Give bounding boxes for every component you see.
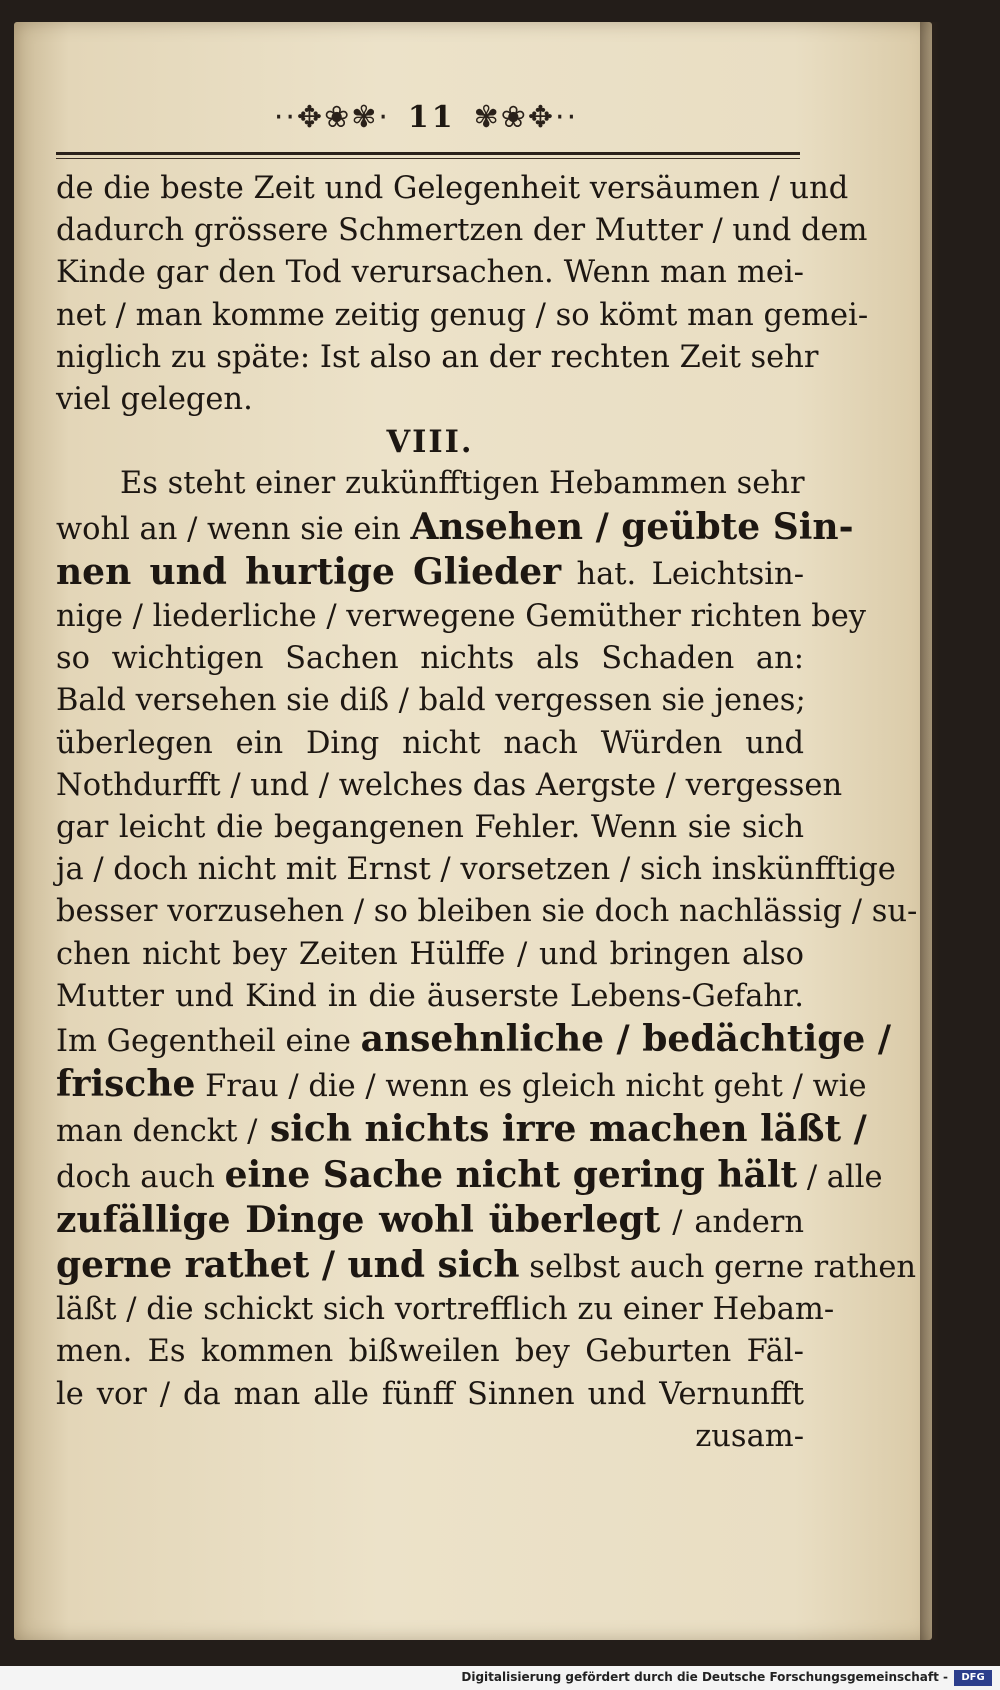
text-span: Frau / die / wenn es gleich nicht geht / wie <box>195 1069 867 1105</box>
text-line: überlegen ein Ding nicht nach Würden und <box>56 725 804 761</box>
text-line <box>56 551 804 596</box>
text-line <box>56 1108 867 1153</box>
text-line <box>56 1244 917 1289</box>
digitization-footer <box>0 1666 1000 1690</box>
emphasis-span: sich nichts irre machen läßt / <box>257 1108 867 1151</box>
page-header <box>56 92 796 142</box>
emphasis-span: gerne rathet / und sich <box>56 1244 520 1287</box>
text-span: Im Gegentheil eine <box>56 1024 361 1060</box>
text-line: so wichtigen Sachen nichts als Schaden an: <box>56 641 804 677</box>
page-edge-shadow <box>920 22 940 1640</box>
page-number: 11 <box>407 99 456 135</box>
text-line: dadurch grössere Schmertzen der Mutter / und dem <box>56 213 868 249</box>
emphasis-span: zufällige Dinge wohl überlegt <box>56 1198 661 1241</box>
section-heading: VIII. <box>386 424 474 461</box>
text-span: wohl an / wenn sie ein <box>56 511 411 547</box>
emphasis-span: Ansehen / geübte Sin- <box>410 505 854 548</box>
text-span: hat. Leichtsin- <box>561 556 804 592</box>
emphasis-span: nen und hurtige Glieder <box>56 550 562 593</box>
text-line: men. Es kommen bißweilen bey Geburten Fäl- <box>56 1334 804 1370</box>
text-span: man denckt / <box>56 1114 258 1150</box>
body-text <box>56 168 918 1458</box>
ornament-left-icon: ··✥❀✾· <box>273 99 390 135</box>
text-span: doch auch <box>56 1159 225 1195</box>
text-line <box>56 1153 883 1199</box>
text-line: Mutter und Kind in die äuserste Lebens-Gefahr. <box>56 978 804 1014</box>
text-line: le vor / da man alle fünff Sinnen und Vernunfft <box>56 1376 804 1412</box>
text-line: Bald versehen sie diß / bald vergessen sie jenes; <box>56 683 806 719</box>
emphasis-span: eine Sache nicht gering hält <box>224 1153 798 1196</box>
text-line: net / man komme zeitig genug / so kömt man gemei- <box>56 297 869 333</box>
catchword: zusam- <box>695 1418 804 1454</box>
dfg-logo-icon: DFG <box>954 1670 992 1686</box>
text-line: chen nicht bey Zeiten Hülffe / und bringen also <box>56 936 804 972</box>
text-line: Nothdurfft / und / welches das Aergste / vergessen <box>56 767 843 803</box>
text-span: selbst auch gerne rathen <box>519 1250 917 1286</box>
text-span: / alle <box>797 1159 883 1195</box>
text-line: nige / liederliche / verwegene Gemüther richten bey <box>56 599 866 635</box>
text-line: Es steht einer zukünfftigen Hebammen sehr <box>120 466 805 502</box>
text-line: läßt / die schickt sich vortrefflich zu einer Hebam- <box>56 1292 835 1328</box>
text-line <box>56 1063 867 1108</box>
text-line <box>56 1199 804 1244</box>
text-line <box>56 1018 891 1063</box>
header-rule <box>56 152 800 155</box>
text-line: niglich zu späte: Ist also an der rechten Zeit sehr <box>56 339 819 375</box>
text-line: besser vorzusehen / so bleiben sie doch nachlässig / su- <box>56 894 918 930</box>
text-line: Kinde gar den Tod verursachen. Wenn man mei- <box>56 255 804 291</box>
text-line: viel gelegen. <box>56 382 253 418</box>
emphasis-span: frische <box>56 1063 196 1106</box>
ornament-right-icon: ✾❀✥·· <box>473 99 579 135</box>
text-line: gar leicht die begangenen Fehler. Wenn sie sich <box>56 810 804 846</box>
text-line <box>56 505 854 551</box>
footer-credit: Digitalisierung gefördert durch die Deutsche Forschungsgemeinschaft - <box>461 1670 948 1684</box>
text-line: ja / doch nicht mit Ernst / vorsetzen / sich inskünfftige <box>56 852 896 888</box>
header-rule-thin <box>56 158 800 159</box>
emphasis-span: ansehnliche / bedächtige / <box>360 1018 891 1061</box>
text-span: / andern <box>660 1204 804 1240</box>
text-line: de die beste Zeit und Gelegenheit versäumen / und <box>56 171 849 206</box>
